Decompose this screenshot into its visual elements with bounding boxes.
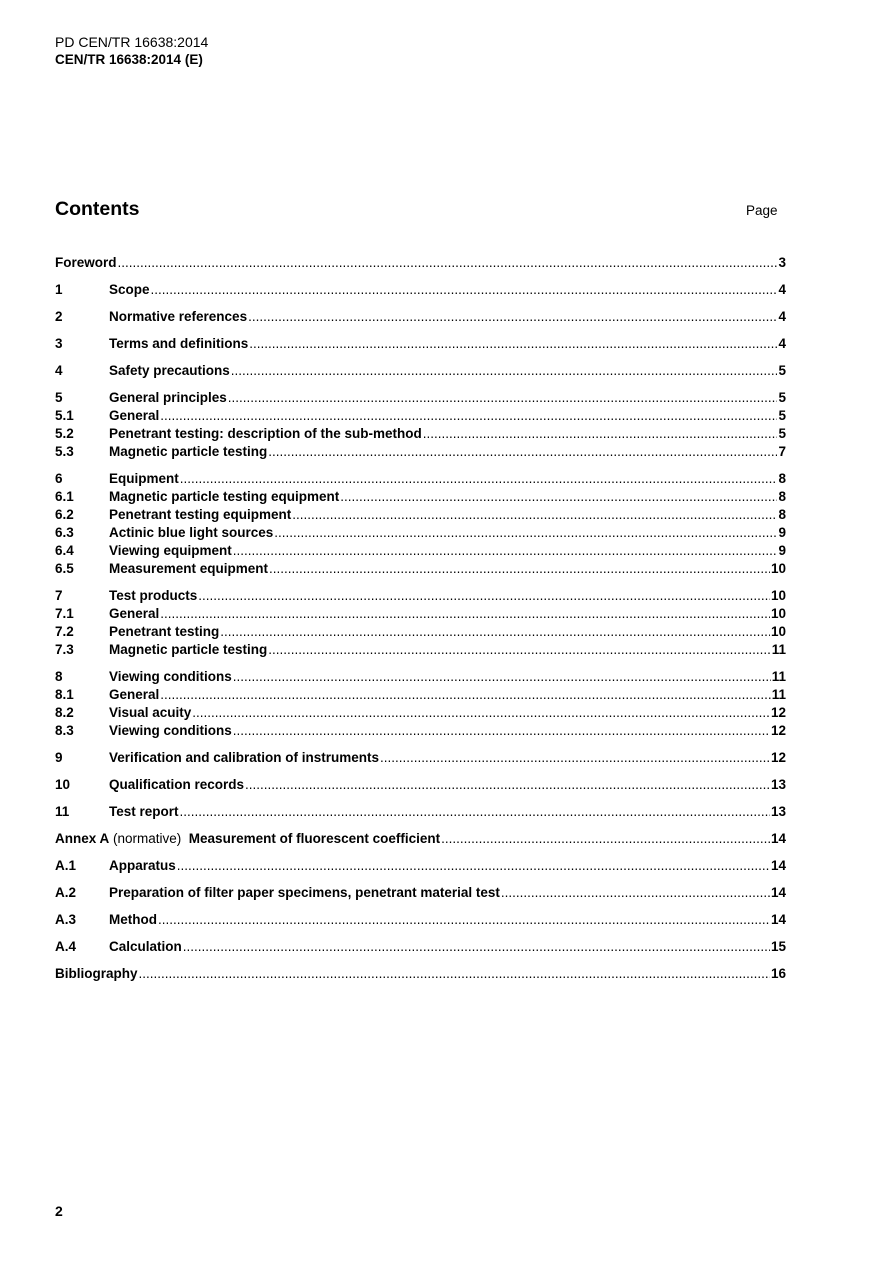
toc-entry-title: Magnetic particle testing — [109, 642, 268, 657]
toc-entry-title: Measurement equipment — [109, 561, 269, 576]
toc-entry-title: Terms and definitions — [109, 336, 249, 351]
toc-entry-number: 6.1 — [55, 489, 74, 504]
toc-entry-title: Calculation — [109, 939, 182, 954]
toc-entry-page: 5 — [778, 390, 786, 405]
toc-entry-page: 10 — [770, 624, 786, 639]
toc-entry-page: 11 — [771, 642, 786, 657]
toc-entry[interactable] — [55, 489, 786, 505]
dot-leader — [192, 705, 770, 721]
toc-entry-page: 14 — [770, 912, 786, 927]
toc-entry[interactable] — [55, 777, 786, 793]
toc-entry[interactable] — [55, 804, 786, 820]
toc-entry-title: Magnetic particle testing equipment — [109, 489, 340, 504]
toc-entry-number: 8.3 — [55, 723, 74, 738]
toc-entry-title: Verification and calibration of instruments — [109, 750, 380, 765]
toc-entry-page: 10 — [770, 588, 786, 603]
toc-entry-number: 8.1 — [55, 687, 74, 702]
toc-entry-page: 12 — [770, 750, 786, 765]
toc-entry-number: A.1 — [55, 858, 77, 873]
toc-entry[interactable] — [55, 831, 786, 847]
toc-entry-title: Equipment — [109, 471, 179, 486]
toc-entry[interactable] — [55, 561, 786, 577]
toc-entry-title: General — [109, 687, 160, 702]
toc-entry-page: 3 — [778, 255, 786, 270]
toc-entry-title: Test report — [109, 804, 179, 819]
dot-leader — [248, 309, 777, 325]
toc-entry-page: 9 — [778, 525, 786, 540]
toc-entry-title: General principles — [109, 390, 227, 405]
annex-label: Annex A — [55, 831, 110, 846]
toc-entry[interactable] — [55, 912, 786, 928]
toc-entry[interactable] — [55, 588, 786, 604]
toc-entry-title: Penetrant testing — [109, 624, 220, 639]
toc-entry-page: 13 — [770, 804, 786, 819]
toc-entry-number: 4 — [55, 363, 63, 378]
toc-entry[interactable] — [55, 471, 786, 487]
dot-leader — [268, 444, 777, 460]
toc-entry[interactable] — [55, 525, 786, 541]
toc-entry[interactable] — [55, 723, 786, 739]
dot-leader — [177, 858, 770, 874]
toc-entry-number: 5.1 — [55, 408, 74, 423]
toc-entry-page: 8 — [778, 489, 786, 504]
toc-entry[interactable] — [55, 444, 786, 460]
toc-entry[interactable] — [55, 606, 786, 622]
toc-entry-title: Actinic blue light sources — [109, 525, 274, 540]
toc-entry-number: 6.2 — [55, 507, 74, 522]
dot-leader — [423, 426, 778, 442]
page-title: Contents — [55, 198, 140, 220]
toc-entry[interactable] — [55, 282, 786, 298]
annex-kind: (normative) — [109, 831, 189, 846]
toc-entry-page: 5 — [778, 363, 786, 378]
toc-entry-number: A.4 — [55, 939, 77, 954]
toc-entry-title: Measurement of fluorescent coefficient — [188, 831, 441, 846]
toc-entry-title: Viewing equipment — [109, 543, 232, 558]
dot-leader — [118, 255, 778, 271]
dot-leader — [220, 624, 770, 640]
toc-entry-title: General — [109, 606, 160, 621]
toc-entry[interactable] — [55, 669, 786, 685]
dot-leader — [249, 336, 777, 352]
toc-entry-number: 6.3 — [55, 525, 74, 540]
toc-entry-number: 6.4 — [55, 543, 74, 558]
toc-entry[interactable] — [55, 426, 786, 442]
dot-leader — [268, 642, 770, 658]
toc-entry-number: 1 — [55, 282, 63, 297]
document-id: PD CEN/TR 16638:2014 — [55, 34, 209, 50]
toc-entry-title: Bibliography — [55, 966, 138, 981]
toc-entry-number: 8 — [55, 669, 63, 684]
toc-entry[interactable] — [55, 858, 786, 874]
toc-entry-title: Scope — [109, 282, 150, 297]
toc-entry[interactable] — [55, 390, 786, 406]
toc-entry-title: Viewing conditions — [109, 669, 232, 684]
toc-entry-title: Visual acuity — [109, 705, 192, 720]
toc-entry-title: Qualification records — [109, 777, 245, 792]
toc-entry-title: Viewing conditions — [109, 723, 232, 738]
dot-leader — [233, 543, 778, 559]
toc-entry-number: 5.3 — [55, 444, 74, 459]
toc-entry-number: 10 — [55, 777, 71, 792]
toc-entry-title: Method — [109, 912, 157, 927]
dot-leader — [501, 885, 770, 901]
dot-leader — [180, 471, 778, 487]
toc-entry[interactable] — [55, 408, 786, 424]
toc-entry-number: 2 — [55, 309, 63, 324]
toc-entry-number: 7.2 — [55, 624, 74, 639]
toc-entry-number: 5.2 — [55, 426, 74, 441]
toc-entry-number: 7.3 — [55, 642, 74, 657]
dot-leader — [151, 282, 778, 298]
toc-entry-number: 9 — [55, 750, 63, 765]
dot-leader — [292, 507, 777, 523]
toc-entry[interactable] — [55, 363, 786, 379]
toc-entry-page: 14 — [770, 858, 786, 873]
toc-entry-page: 10 — [770, 561, 786, 576]
toc-entry-page: 5 — [778, 426, 786, 441]
toc-entry-title: Foreword — [55, 255, 117, 270]
dot-leader — [198, 588, 770, 604]
toc-entry[interactable] — [55, 642, 786, 658]
toc-entry-title: Penetrant testing equipment — [109, 507, 292, 522]
toc-entry-page: 13 — [770, 777, 786, 792]
dot-leader — [180, 804, 770, 820]
toc-entry[interactable] — [55, 885, 786, 901]
toc-entry-number: 6.5 — [55, 561, 74, 576]
toc-entry-page: 12 — [770, 723, 786, 738]
toc-entry-number: 8.2 — [55, 705, 74, 720]
toc-entry-page: 5 — [778, 408, 786, 423]
toc-entry-page: 4 — [778, 336, 786, 351]
toc-entry-number: A.2 — [55, 885, 77, 900]
page-column-label: Page — [746, 203, 778, 218]
toc-entry-number: A.3 — [55, 912, 77, 927]
toc-entry[interactable] — [55, 336, 786, 352]
toc-entry[interactable] — [55, 309, 786, 325]
toc-entry-title: Test products — [109, 588, 198, 603]
toc-entry-page: 14 — [770, 831, 786, 846]
toc-entry[interactable] — [55, 687, 786, 703]
toc-entry-page: 16 — [770, 966, 786, 981]
dot-leader — [160, 687, 770, 703]
toc-entry-page: 11 — [771, 687, 786, 702]
toc-entry-title: Preparation of filter paper specimens, penetrant material test — [109, 885, 500, 900]
dot-leader — [441, 831, 770, 847]
toc-entry[interactable] — [55, 543, 786, 559]
toc-entry-title: Safety precautions — [109, 363, 230, 378]
toc-entry-title: Magnetic particle testing — [109, 444, 268, 459]
toc-entry-page: 4 — [778, 309, 786, 324]
toc-entry[interactable] — [55, 624, 786, 640]
toc-entry[interactable] — [55, 507, 786, 523]
page-number: 2 — [55, 1203, 63, 1219]
toc-entry-title: Apparatus — [109, 858, 176, 873]
dot-leader — [228, 390, 778, 406]
toc-entry-title: Penetrant testing: description of the sub-method — [109, 426, 422, 441]
toc-entry-page: 15 — [770, 939, 786, 954]
toc-entry-number: 5 — [55, 390, 63, 405]
toc-entry-number: 11 — [55, 804, 70, 819]
dot-leader — [160, 408, 777, 424]
toc-entry-title: Normative references — [109, 309, 248, 324]
toc-entry[interactable] — [55, 966, 786, 982]
dot-leader — [158, 912, 770, 928]
document-id-english: CEN/TR 16638:2014 (E) — [55, 52, 203, 67]
dot-leader — [139, 966, 770, 982]
dot-leader — [233, 723, 770, 739]
toc-entry-page: 11 — [771, 669, 786, 684]
toc-entry-page: 10 — [770, 606, 786, 621]
dot-leader — [160, 606, 770, 622]
toc-entry-number: 7 — [55, 588, 63, 603]
toc-entry-number: 6 — [55, 471, 63, 486]
dot-leader — [380, 750, 770, 766]
toc-entry-page: 9 — [778, 543, 786, 558]
toc-entry-page: 8 — [778, 507, 786, 522]
toc-entry[interactable] — [55, 750, 786, 766]
toc-entry[interactable] — [55, 255, 786, 271]
dot-leader — [269, 561, 770, 577]
toc-entry-page: 12 — [770, 705, 786, 720]
toc-entry-title: General — [109, 408, 160, 423]
toc-entry-page: 7 — [778, 444, 786, 459]
dot-leader — [274, 525, 777, 541]
dot-leader — [183, 939, 770, 955]
toc-entry-number: 3 — [55, 336, 63, 351]
toc-entry[interactable] — [55, 939, 786, 955]
toc-entry-page: 4 — [778, 282, 786, 297]
dot-leader — [231, 363, 778, 379]
toc-entry-page: 14 — [770, 885, 786, 900]
dot-leader — [245, 777, 770, 793]
toc-entry-page: 8 — [778, 471, 786, 486]
dot-leader — [233, 669, 771, 685]
dot-leader — [340, 489, 777, 505]
toc-entry[interactable] — [55, 705, 786, 721]
toc-entry-number: 7.1 — [55, 606, 74, 621]
